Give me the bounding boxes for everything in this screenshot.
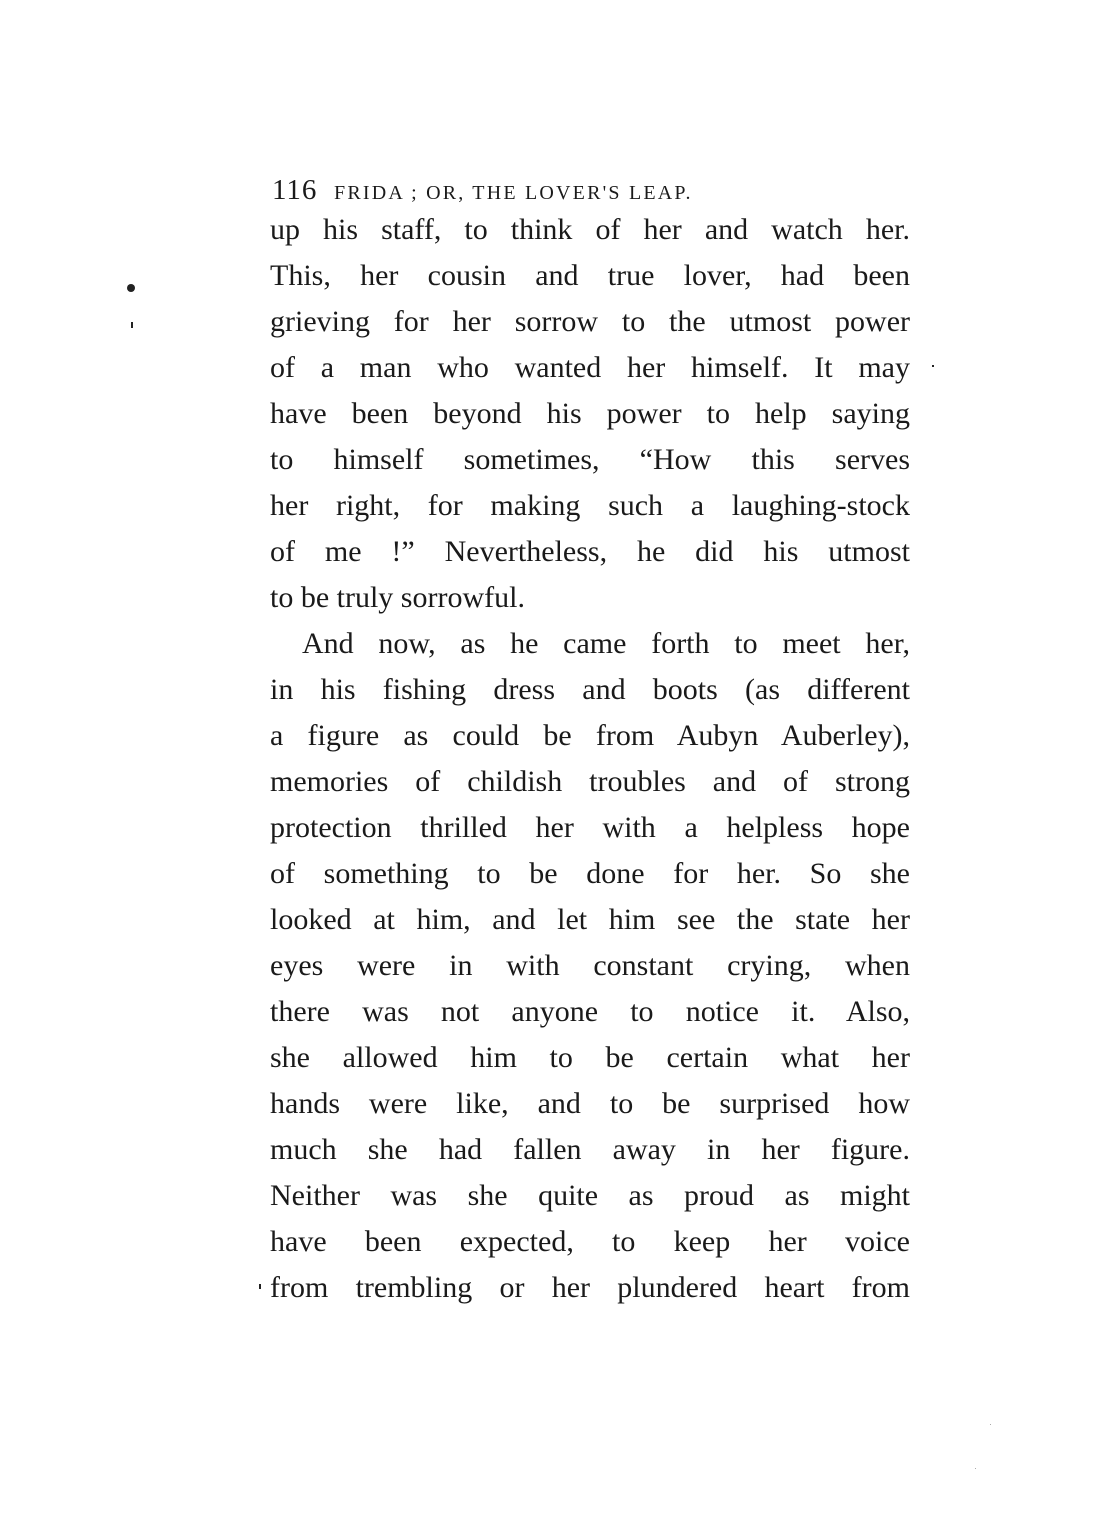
text-line: from trembling or her plundered heart from (270, 1271, 910, 1304)
text-line: there was not anyone to notice it. Also, (270, 995, 910, 1028)
text-line: in his fishing dress and boots (as different (270, 673, 910, 706)
text-line: of me !” Nevertheless, he did his utmost (270, 535, 910, 568)
text-line: Neither was she quite as proud as might (270, 1179, 910, 1212)
text-line: hands were like, and to be surprised how (270, 1087, 910, 1120)
margin-tick-mark (259, 1284, 261, 1289)
text-line: protection thrilled her with a helpless hope (270, 811, 910, 844)
running-title: FRIDA ; OR, THE LOVER'S LEAP. (334, 182, 693, 204)
text-line: of something to be done for her. So she (270, 857, 910, 890)
margin-tick-mark (131, 322, 133, 328)
text-line: grieving for her sorrow to the utmost power (270, 305, 910, 338)
speck-mark (975, 1468, 976, 1469)
text-line: eyes were in with constant crying, when (270, 949, 910, 982)
text-line: have been beyond his power to help saying (270, 397, 910, 430)
text-line: a figure as could be from Aubyn Auberley), (270, 719, 910, 752)
text-line: her right, for making such a laughing-stock (270, 489, 910, 522)
text-line: of a man who wanted her himself. It may (270, 351, 910, 384)
text-line: looked at him, and let him see the state her (270, 903, 910, 936)
running-head (272, 170, 912, 210)
text-line: to himself sometimes, “How this serves (270, 443, 910, 476)
page-number: 116 (272, 174, 318, 206)
text-line: up his staff, to think of her and watch her. (270, 213, 910, 246)
speck-mark (990, 1424, 991, 1425)
paragraph-2 (270, 621, 910, 1311)
speck-mark (932, 365, 934, 367)
paragraph-1 (270, 207, 910, 621)
text-line: have been expected, to keep her voice (270, 1225, 910, 1258)
text-line: much she had fallen away in her figure. (270, 1133, 910, 1166)
text-line: memories of childish troubles and of strong (270, 765, 910, 798)
text-line: to be truly sorrowful. (270, 581, 525, 614)
ink-blot-mark (127, 284, 135, 292)
body-text (270, 207, 910, 1311)
text-line: And now, as he came forth to meet her, (302, 627, 910, 660)
text-line: This, her cousin and true lover, had been (270, 259, 910, 292)
text-line: she allowed him to be certain what her (270, 1041, 910, 1074)
